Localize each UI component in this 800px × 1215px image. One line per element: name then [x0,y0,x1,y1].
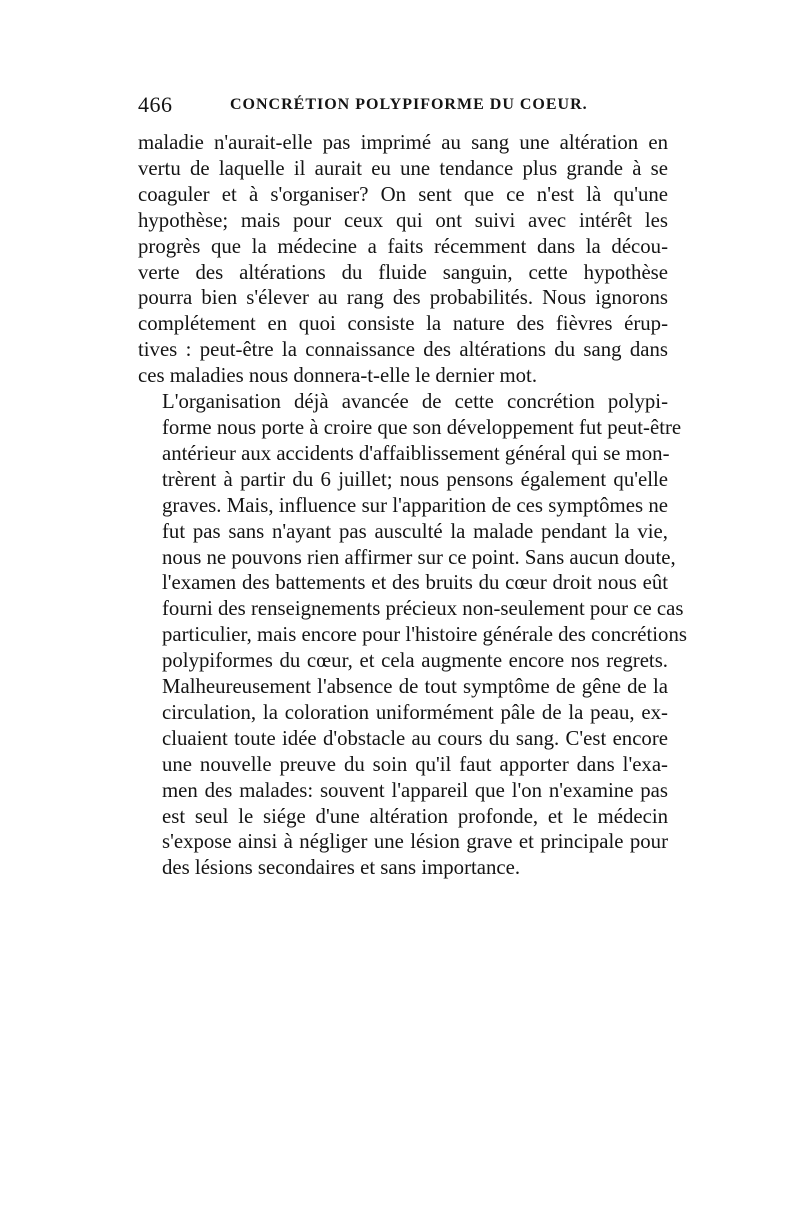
text-line: fourni des renseignements précieux non-seulement pour ce cas [162,597,684,621]
paragraph-2 [138,389,687,881]
text-line: vertu de laquelle il aurait eu une tendance plus grande à se [138,156,668,180]
text-line: L'organisation déjà avancée de cette concrétion polypi- [162,390,668,414]
text-line: coaguler et à s'organiser? On sent que ce n'est là qu'une [138,182,668,206]
text-line: trèrent à partir du 6 juillet; nous pensons également qu'elle [162,467,668,491]
text-line: tives : peut-être la connaissance des altérations du sang dans [138,338,668,362]
text-line: circulation, la coloration uniformément pâle de la peau, ex- [162,700,668,724]
text-line: particulier, mais encore pour l'histoire générale des concrétions [162,623,687,647]
text-line: est seul le siége d'une altération profonde, et le médecin [162,804,668,828]
body-text [138,130,687,881]
text-line: cluaient toute idée d'obstacle au cours du sang. C'est encore [162,726,668,750]
text-line: forme nous porte à croire que son développement fut peut-être [162,415,682,439]
text-line: complétement en quoi consiste la nature des fièvres érup- [138,312,668,336]
text-line: graves. Mais, influence sur l'apparition de ces symptômes ne [162,493,668,517]
text-line: antérieur aux accidents d'affaiblissement général qui se mon- [162,441,670,465]
page-header [138,92,668,122]
text-line: fut pas sans n'ayant pas ausculté la malade pendant la vie, [162,519,668,543]
paragraph-1 [138,130,668,389]
text-line: progrès que la médecine a faits récemment dans la décou- [138,234,668,258]
text-line: hypothèse; mais pour ceux qui ont suivi avec intérêt les [138,208,668,232]
text-line: s'expose ainsi à négliger une lésion grave et principale pour [162,830,668,854]
text-line: des lésions secondaires et sans importance. [162,856,521,880]
text-line: men des malades: souvent l'appareil que l'on n'examine pas [162,778,668,802]
text-line: une nouvelle preuve du soin qu'il faut apporter dans l'exa- [162,752,668,776]
text-line: l'examen des battements et des bruits du cœur droit nous eût [162,571,668,595]
page-number: 466 [138,92,173,117]
text-line: polypiformes du cœur, et cela augmente encore nos regrets. [162,649,668,673]
text-line: ces maladies nous donnera-t-elle le dernier mot. [138,364,538,388]
text-line: verte des altérations du fluide sanguin, cette hypothèse [138,260,668,284]
text-line: maladie n'aurait-elle pas imprimé au sang une altération en [138,131,668,154]
running-title: CONCRÉTION POLYPIFORME DU COEUR. [230,96,588,113]
text-line: Malheureusement l'absence de tout symptôme de gêne de la [162,675,668,699]
text-line: pourra bien s'élever au rang des probabilités. Nous ignorons [138,286,668,310]
text-line: nous ne pouvons rien affirmer sur ce point. Sans aucun doute, [162,545,676,569]
